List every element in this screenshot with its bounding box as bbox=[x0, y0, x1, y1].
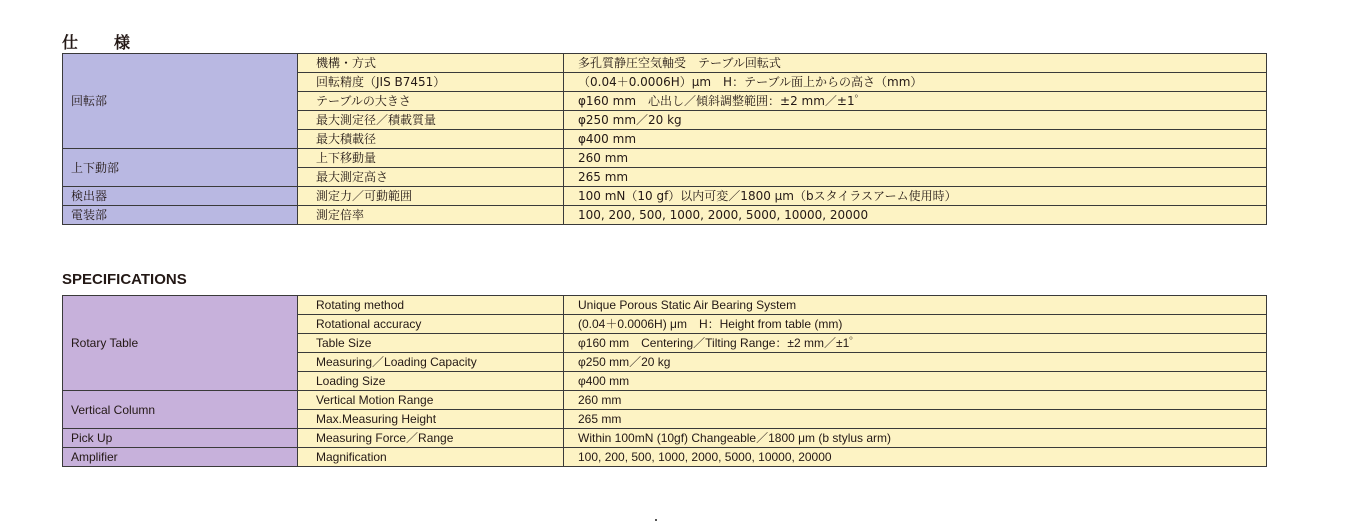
spec-row bbox=[63, 206, 1267, 225]
item-cell: Loading Size bbox=[298, 372, 564, 391]
english-section-title: SPECIFICATIONS bbox=[62, 271, 187, 288]
item-cell: 最大測定径／積載質量 bbox=[298, 111, 564, 130]
category-cell: 検出器 bbox=[63, 187, 298, 206]
value-cell: 265 mm bbox=[564, 168, 1267, 187]
spec-row bbox=[63, 149, 1267, 168]
spec-row bbox=[63, 429, 1267, 448]
stray-dot bbox=[655, 519, 657, 521]
value-cell: Unique Porous Static Air Bearing System bbox=[564, 296, 1267, 315]
value-cell: φ160 mm 心出し／傾斜調整範囲：±2 mm／±1゜ bbox=[564, 92, 1267, 111]
item-cell: 最大測定高さ bbox=[298, 168, 564, 187]
category-cell: Rotary Table bbox=[63, 296, 298, 391]
value-cell: (0.04＋0.0006H) μm H：Height from table (mm) bbox=[564, 315, 1267, 334]
item-cell: 機構・方式 bbox=[298, 54, 564, 73]
item-cell: Table Size bbox=[298, 334, 564, 353]
value-cell: φ250 mm／20 kg bbox=[564, 353, 1267, 372]
item-cell: 回転精度（JIS B7451） bbox=[298, 73, 564, 92]
value-cell: 100, 200, 500, 1000, 2000, 5000, 10000, 20000 bbox=[564, 206, 1267, 225]
item-cell: 最大積載径 bbox=[298, 130, 564, 149]
category-cell: Vertical Column bbox=[63, 391, 298, 429]
item-cell: Measuring Force／Range bbox=[298, 429, 564, 448]
item-cell: Magnification bbox=[298, 448, 564, 467]
category-cell: 電装部 bbox=[63, 206, 298, 225]
spec-row bbox=[63, 391, 1267, 410]
value-cell: 260 mm bbox=[564, 391, 1267, 410]
item-cell: Vertical Motion Range bbox=[298, 391, 564, 410]
spec-row bbox=[63, 448, 1267, 467]
category-cell: 回転部 bbox=[63, 54, 298, 149]
value-cell: 260 mm bbox=[564, 149, 1267, 168]
category-cell: 上下動部 bbox=[63, 149, 298, 187]
value-cell: φ400 mm bbox=[564, 372, 1267, 391]
category-cell: Amplifier bbox=[63, 448, 298, 467]
value-cell: Within 100mN (10gf) Changeable／1800 μm (b stylus arm) bbox=[564, 429, 1267, 448]
japanese-section-title: 仕 様 bbox=[62, 33, 141, 52]
value-cell: φ160 mm Centering／Tilting Range：±2 mm／±1゜ bbox=[564, 334, 1267, 353]
spec-row bbox=[63, 187, 1267, 206]
value-cell: φ400 mm bbox=[564, 130, 1267, 149]
japanese-spec-table bbox=[62, 53, 1267, 225]
value-cell: 265 mm bbox=[564, 410, 1267, 429]
category-cell: Pick Up bbox=[63, 429, 298, 448]
spec-row bbox=[63, 296, 1267, 315]
english-spec-table bbox=[62, 295, 1267, 467]
value-cell: 多孔質静圧空気軸受 テーブル回転式 bbox=[564, 54, 1267, 73]
spec-row bbox=[63, 54, 1267, 73]
item-cell: Max.Measuring Height bbox=[298, 410, 564, 429]
item-cell: Rotational accuracy bbox=[298, 315, 564, 334]
item-cell: 測定倍率 bbox=[298, 206, 564, 225]
value-cell: φ250 mm／20 kg bbox=[564, 111, 1267, 130]
item-cell: Measuring／Loading Capacity bbox=[298, 353, 564, 372]
value-cell: 100 mN（10 gf）以内可変／1800 μm（bスタイラスアーム使用時） bbox=[564, 187, 1267, 206]
item-cell: Rotating method bbox=[298, 296, 564, 315]
value-cell: （0.04＋0.0006H）μm H：テーブル面上からの高さ（mm） bbox=[564, 73, 1267, 92]
value-cell: 100, 200, 500, 1000, 2000, 5000, 10000, 20000 bbox=[564, 448, 1267, 467]
item-cell: 測定力／可動範囲 bbox=[298, 187, 564, 206]
item-cell: 上下移動量 bbox=[298, 149, 564, 168]
item-cell: テーブルの大きさ bbox=[298, 92, 564, 111]
